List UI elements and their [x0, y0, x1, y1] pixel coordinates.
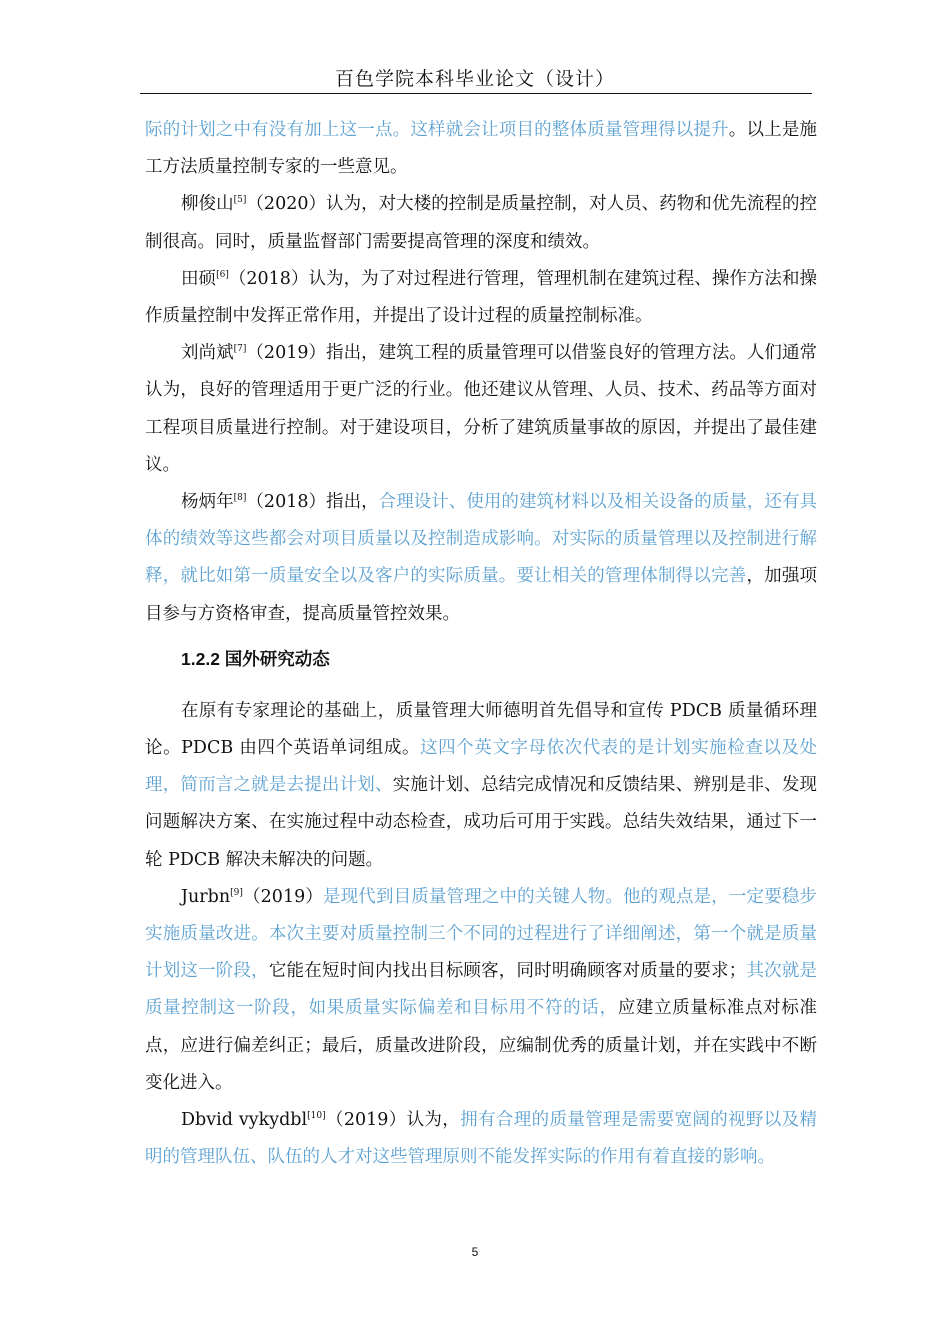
paragraph-text: （2019）: [242, 886, 324, 907]
highlighted-text: 合理设计、使用的建筑材料以及相关设备的质量，还有具体的绩效等这些都会对项目质量以及控制造成影响。对实际的质量管理以及控制进行解释，就比如第一质量安全以及客户的实际质量。要让相关的管理体制得以完善: [145, 492, 818, 587]
page-number: 5: [471, 1245, 479, 1259]
paragraph-text: 它能在短时间内找出目标顾客，同时明确顾客对质量的要求；: [268, 961, 747, 982]
paragraph-text: 在原有专家理论的基础上，质量管理大师德明首先倡导和宣传 PDCB 质量循环理论。PDCB 由四个英语单词组成。: [145, 700, 817, 759]
paragraph-jurbn: [145, 879, 817, 1102]
author-name: 刘尚斌: [181, 343, 234, 364]
citation-ref: [8]: [233, 493, 247, 504]
paragraph-text: 。以上是施工方法质量控制专家的一些意见。: [145, 120, 818, 178]
document-body: [145, 112, 817, 1176]
citation-ref: [9]: [230, 888, 243, 899]
citation-ref: [10]: [307, 1111, 326, 1122]
paragraph-text: （2020）认为，对大楼的控制是质量控制，对人员、药物和优先流程的控制很高。同时，质量监督部门需要提高管理的深度和绩效。: [145, 194, 817, 252]
paragraph-liu-junshan: [145, 186, 817, 260]
highlighted-text: 际的计划之中有没有加上这一点。这样就会让项目的整体质量管理得以提升: [145, 120, 729, 140]
paragraph-text: 应建立质量标准点对标准点，应进行偏差纠正；最后，质量改进阶段，应编制优秀的质量计划，并在实践中不断变化进入。: [145, 998, 818, 1093]
paragraph-yang-bingnian: [145, 484, 817, 633]
author-name: Dbvid vykydbl: [181, 1110, 308, 1131]
citation-ref: [7]: [233, 344, 247, 355]
paragraph-pdcb: [145, 693, 817, 879]
paragraph-liu-shangbin: [145, 335, 817, 484]
page-header-title: 百色学院本科毕业论文（设计）: [334, 68, 615, 90]
paragraph-text: 实施计划、总结完成情况和反馈结果、辨别是非、发现问题解决方案、在实施过程中动态检查，成功后可用于实践。总结失效结果，通过下一轮 PDCB 解决未解决的问题。: [145, 775, 818, 870]
section-heading: 1.2.2 国外研究动态: [181, 648, 330, 669]
highlighted-text: 是现代到目质量管理之中的关键人物。他的观点是，一定要稳步实施质量改进。本次主要对质量控制三个不同的过程进行了详细阐述，第一个就是质量计划这一阶段，: [145, 886, 818, 982]
paragraph-text: （2018）指出，: [246, 492, 379, 513]
paragraph-continuation: [145, 112, 817, 186]
citation-ref: [5]: [233, 195, 247, 206]
paragraph-text: （2018）认为，为了对过程进行管理，管理机制在建筑过程、操作方法和操作质量控制中发挥正常作用，并提出了设计过程的质量控制标准。: [145, 268, 817, 327]
highlighted-text: 拥有合理的质量管理是需要宽阔的视野以及精明的管理队伍、队伍的人才对这些管理原则不能发挥实际的作用有着直接的影响。: [145, 1110, 817, 1168]
header-divider: [140, 93, 812, 94]
highlighted-text: 这四个英文字母依次代表的是计划实施检查以及处理，简而言之就是去提出计划、: [145, 738, 817, 796]
highlighted-text: 其次就是质量控制这一阶段，如果质量实际偏差和目标用不符的话，: [145, 961, 818, 1019]
paragraph-text: ，加强项目参与方资格审查，提高质量管控效果。: [145, 566, 818, 624]
paragraph-text: （2019）指出，建筑工程的质量管理可以借鉴良好的管理方法。人们通常认为，良好的管理适用于更广泛的行业。他还建议从管理、人员、技术、药品等方面对工程项目质量进行控制。对于建设项目，分析了建筑质量事故的原因，并提出了最佳建议。: [145, 343, 817, 475]
author-name: Jurbn: [181, 886, 231, 907]
paragraph-text: （2019）认为，: [325, 1110, 461, 1131]
paragraph-dbvid: [145, 1102, 817, 1176]
author-name: 田硕: [181, 268, 217, 289]
citation-ref: [6]: [216, 269, 229, 280]
paragraph-tian-shuo: [145, 261, 817, 335]
author-name: 柳俊山: [181, 194, 234, 215]
author-name: 杨炳年: [181, 492, 234, 513]
